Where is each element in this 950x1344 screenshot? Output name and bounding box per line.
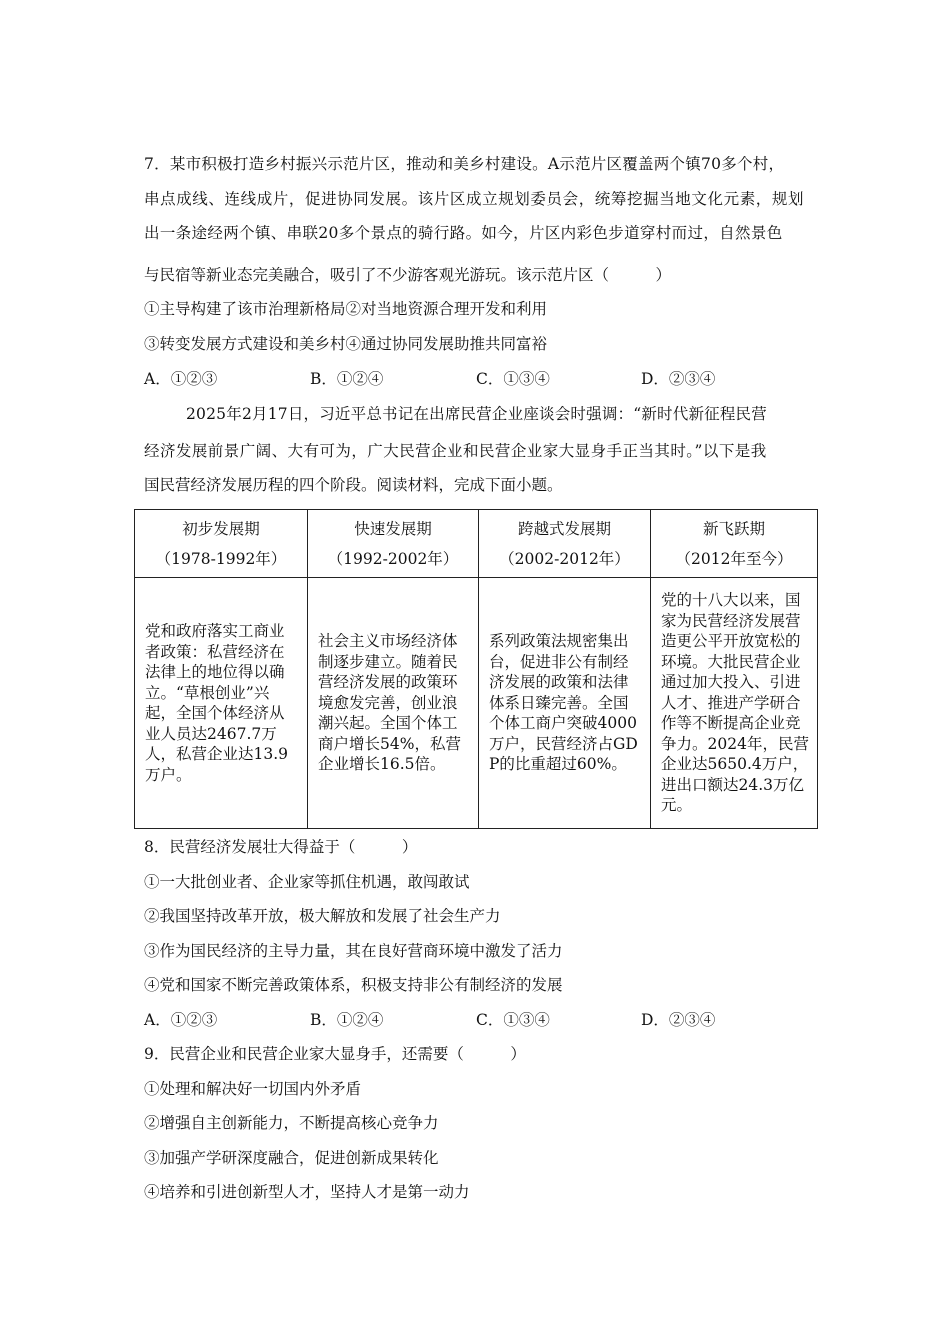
stage-description-text: 社会主义市场经济体制逐步建立。随着民营经济发展的政策环境愈发完善，创业浪潮兴起。全国个体工商户增长54%，私营企业增长16.5倍。	[318, 632, 461, 774]
q8-statement: ②我国坚持改革开放，极大解放和发展了社会生产力	[144, 907, 501, 925]
q7-option-c[interactable]: C．①③④	[476, 370, 550, 388]
stage-period: （1992-2002年）	[327, 549, 459, 568]
table-header-row	[135, 510, 818, 578]
q7-stem-line: 出一条途经两个镇、串联20多个景点的骑行路。如今，片区内彩色步道穿村而过，自然景色	[144, 224, 783, 242]
q7-option-a[interactable]: A．①②③	[144, 370, 218, 388]
q9-stem: 9．民营企业和民营企业家大显身手，还需要（ ）	[144, 1045, 526, 1063]
stage-period: （1978-1992年）	[155, 549, 287, 568]
q8-statement: ④党和国家不断完善政策体系，积极支持非公有制经济的发展	[144, 976, 563, 994]
q9-statement: ①处理和解决好一切国内外矛盾	[144, 1080, 362, 1098]
q7-statement: ③转变发展方式建设和美乡村④通过协同发展助推共同富裕	[144, 335, 548, 353]
q7-option-d[interactable]: D．②③④	[641, 370, 716, 388]
stage-description	[135, 578, 308, 829]
q8-option-d[interactable]: D．②③④	[641, 1011, 716, 1029]
stage-description-text: 党的十八大以来，国家为民营经济发展营造更公平开放宽松的环境。大批民营企业通过加大投入、引进人才、推进产学研合作等不断提高企业竞争力。2024年，民营企业达5650.4万户，进出口额达24.3万亿元。	[661, 591, 809, 815]
stage-name: 初步发展期	[182, 519, 260, 538]
stage-name: 新飞跃期	[702, 519, 765, 538]
q7-stem-line: 7．某市积极打造乡村振兴示范片区，推动和美乡村建设。A示范片区覆盖两个镇70多个村，	[144, 155, 785, 173]
q9-statement: ④培养和引进创新型人才，坚持人才是第一动力	[144, 1183, 470, 1201]
stage-header	[135, 510, 308, 578]
q8-option-b[interactable]: B．①②④	[310, 1011, 384, 1029]
q7-statement: ①主导构建了该市治理新格局②对当地资源合理开发和利用	[144, 300, 548, 318]
q8-statement: ①一大批创业者、企业家等抓住机遇，敢闯敢试	[144, 873, 470, 891]
development-stages-table	[134, 509, 818, 829]
stage-name: 快速发展期	[354, 519, 432, 538]
q7-stem-line: 与民宿等新业态完美融合，吸引了不少游客观光游玩。该示范片区（ ）	[144, 266, 672, 284]
q8-stem: 8．民营经济发展壮大得益于（ ）	[144, 838, 418, 856]
q7-stem-line: 串点成线、连线成片，促进协同发展。该片区成立规划委员会，统筹挖掘当地文化元素，规划	[144, 190, 805, 208]
intro-line: 国民营经济发展历程的四个阶段。阅读材料，完成下面小题。	[144, 476, 563, 494]
q9-statement: ③加强产学研深度融合，促进创新成果转化	[144, 1149, 439, 1167]
q7-option-b[interactable]: B．①②④	[310, 370, 384, 388]
q9-statement: ②增强自主创新能力，不断提高核心竞争力	[144, 1114, 439, 1132]
intro-line: 2025年2月17日，习近平总书记在出席民营企业座谈会时强调：“新时代新征程民营	[186, 405, 767, 423]
q8-option-c[interactable]: C．①③④	[476, 1011, 550, 1029]
stage-period: （2012年至今）	[675, 549, 793, 568]
stage-description	[479, 578, 651, 829]
stage-description-text: 党和政府落实工商业者政策：私营经济在法律上的地位得以确立。“草根创业”兴起，全国个体经济从业人员达2467.7万人，私营企业达13.9万户。	[145, 622, 289, 784]
q8-option-a[interactable]: A．①②③	[144, 1011, 218, 1029]
stage-header	[479, 510, 651, 578]
q8-statement: ③作为国民经济的主导力量，其在良好营商环境中激发了活力	[144, 942, 563, 960]
stage-period: （2002-2012年）	[499, 549, 630, 568]
stage-header	[651, 510, 818, 578]
stage-header	[308, 510, 479, 578]
intro-line: 经济发展前景广阔、大有可为，广大民营企业和民营企业家大显身手正当其时。”以下是我	[144, 442, 767, 460]
stage-description	[308, 578, 479, 829]
stage-name: 跨越式发展期	[517, 519, 611, 538]
stage-description	[651, 578, 818, 829]
stage-description-text: 系列政策法规密集出台，促进非公有制经济发展的政策和法律体系日臻完善。全国个体工商户突破4000万户，民营经济占GDP的比重超过60%。	[489, 632, 638, 774]
table-body-row	[135, 578, 818, 829]
